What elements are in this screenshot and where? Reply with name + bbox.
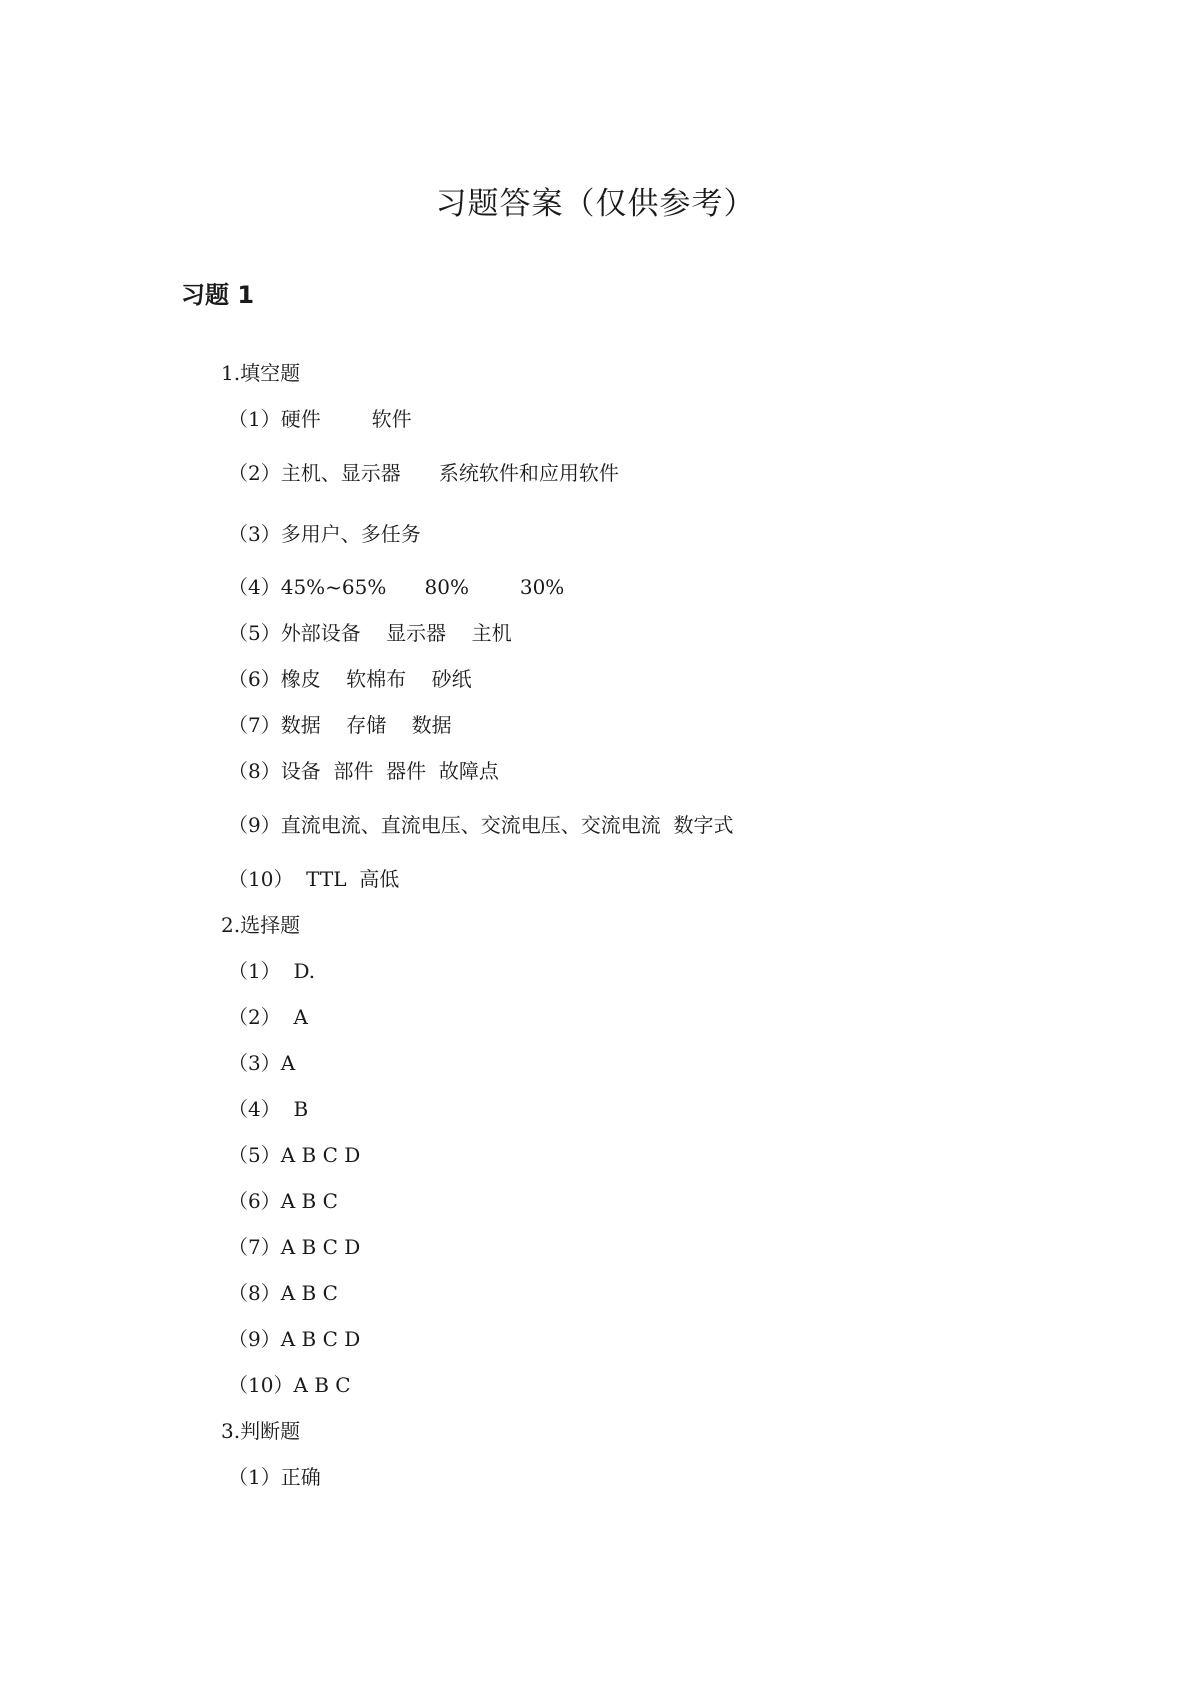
answer-line: （9）A B C D	[228, 1327, 361, 1351]
answer-line: （7）数据 存储 数据	[228, 713, 452, 737]
answer-line: （9）直流电流、直流电压、交流电压、交流电流 数字式	[228, 813, 734, 837]
answer-line: （5）A B C D	[228, 1143, 361, 1167]
answer-line: （4）45%~65% 80% 30%	[228, 575, 565, 599]
answer-line: （5）外部设备 显示器 主机	[228, 621, 512, 645]
answer-line: （6）橡皮 软棉布 砂纸	[228, 667, 472, 691]
answer-line: （1）硬件 软件	[228, 407, 412, 431]
answer-line: （2）主机、显示器 系统软件和应用软件	[228, 461, 619, 485]
document-title: 习题答案（仅供参考）	[435, 186, 756, 222]
answer-line: （7）A B C D	[228, 1235, 361, 1259]
section-heading-multiple-choice: 2.选择题	[221, 913, 301, 937]
section-heading-true-false: 3.判断题	[221, 1419, 301, 1443]
answer-line: （10）A B C	[228, 1373, 351, 1397]
answer-line: （3）A	[228, 1051, 296, 1075]
answer-line: （1）正确	[228, 1465, 321, 1489]
answer-line: （3）多用户、多任务	[228, 522, 421, 546]
chapter-heading: 习题 1	[181, 281, 255, 309]
answer-line: （8）设备 部件 器件 故障点	[228, 759, 499, 783]
answer-line: （8）A B C	[228, 1281, 338, 1305]
answer-line: （4） B	[228, 1097, 309, 1121]
answer-line: （10） TTL 高低	[228, 867, 400, 891]
answer-line: （2） A	[228, 1005, 308, 1029]
answer-line: （1） D.	[228, 959, 316, 983]
answer-line: （6）A B C	[228, 1189, 338, 1213]
section-heading-fill-in: 1.填空题	[221, 361, 301, 385]
